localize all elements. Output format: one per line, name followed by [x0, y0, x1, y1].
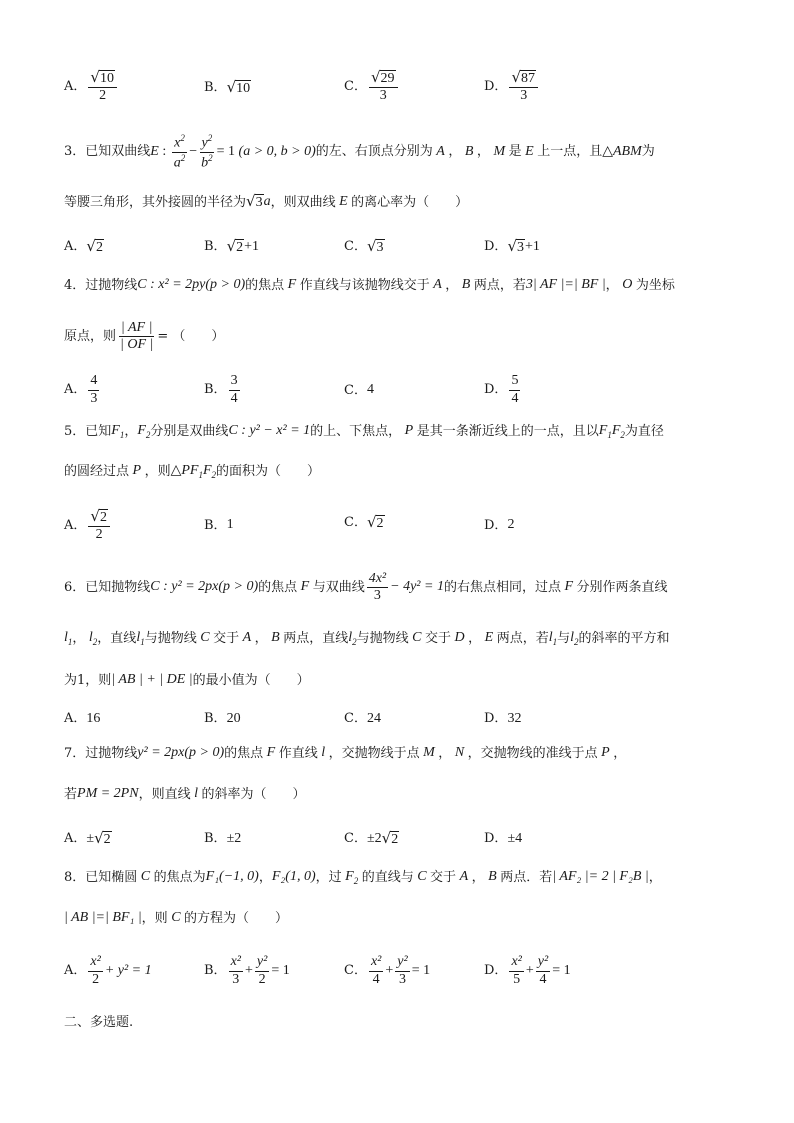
option-d[interactable]: D． ±4: [484, 830, 523, 847]
option-d[interactable]: D． √ 87 3: [484, 70, 540, 104]
question-7-line-1: 7．过抛物线 y² = 2px(p > 0) 的焦点 F 作直线 l ，交抛物线于点 M ， N ，交抛物线的准线于点 P ，: [64, 745, 627, 761]
option-c[interactable]: C． √ 29 3: [344, 70, 400, 104]
question-3-line-2: 等腰三角形，其外接圆的半径为 √ 3 a ，则双曲线 E 的离心率为（ ）: [64, 192, 469, 211]
option-c[interactable]: C． √ 2: [344, 513, 384, 531]
option-a[interactable]: A． √ 2 2: [64, 509, 112, 543]
question-6-options: [64, 709, 724, 729]
option-d[interactable]: D． $\frac{5}{4}$: [484, 373, 519, 406]
question-6-line-3: 为1，则 | AB | + | DE | 的最小值为（ ）: [64, 672, 310, 688]
vector-equation: PM = 2PN: [77, 786, 139, 801]
question-6-line-2: $l_1$ ， $l_2$ ，直线 $l_1$ 与抛物线 C 交于 A ， B 两点，直线 $l_2$ 与抛物线 C 交于 D ， E 两点，若 $l_1$ 与 $l_2$ 的斜率的平方和: [64, 630, 670, 647]
question-5-options: [64, 505, 724, 547]
option-d[interactable]: D． 32: [484, 710, 522, 727]
question-3-options: [64, 236, 724, 258]
question-4-line-1: 4．过抛物线 C : x² = 2py(p > 0) 的焦点 F 作直线与该抛物线交于 A ， B 两点，若 3| AF |=| BF | ， O 为坐标: [64, 277, 675, 293]
option-c[interactable]: C． 24: [344, 710, 381, 727]
question-8-line-2: | AB |=| BF₁ | ，则 C 的方程为（ ）: [64, 910, 289, 926]
option-d[interactable]: D． $\frac{\text{x²}}{5}$ + $\frac{\text{y²}}{4}$ = 1: [484, 954, 571, 987]
option-d[interactable]: D． √ 3 +1: [484, 236, 540, 255]
question-6-line-1: 6．已知抛物线 C : y² = 2px(p > 0) 的焦点 F 与双曲线 $\frac{\text{4x²}}{3}$ − 4y² = 1 的右焦点相同，过点 F 分别作两条直线: [64, 571, 668, 604]
option-b[interactable]: B． $\frac{\text{x²}}{3}$ + $\frac{\text{y²}}{2}$ = 1: [204, 954, 290, 987]
option-c[interactable]: C． 4: [344, 382, 374, 398]
question-7-line-2: 若 PM = 2PN ，则直线 l 的斜率为（ ）: [64, 786, 306, 802]
option-a[interactable]: A． $\frac{\text{x²}}{2}$ + y² = 1: [64, 954, 152, 987]
question-8-line-1: 8．已知椭圆 C 的焦点为 F₁(−1, 0) ， F₂(1, 0) ，过 $F_2$ 的直线与 C 交于 A ， B 两点．若 | AF₂ |= 2 | F₂B | ，: [64, 869, 662, 886]
option-b[interactable]: B． √ 2 +1: [204, 236, 260, 255]
question-3-line-1: 3．已知双曲线 E : $\frac{x^2}{a^2}$ − $\frac{y^2}{b^2}$ = 1 (a > 0, b > 0) 的左、右顶点分别为 A ， B ， M 是 E 上一点，且 △ ABM 为: [64, 133, 655, 171]
question-5-line-2: 的圆经过点 P ，则 △ $PF_1F_2$ 的面积为（ ）: [64, 463, 321, 480]
option-b[interactable]: B． $\frac{3}{4}$: [204, 373, 238, 406]
option-c[interactable]: C． ±2 √ 2: [344, 828, 399, 847]
option-c[interactable]: C． √ 3: [344, 236, 384, 255]
option-b[interactable]: B． 20: [204, 710, 241, 727]
option-d[interactable]: D． 2: [484, 517, 515, 533]
question-4-options: [64, 372, 724, 408]
option-a[interactable]: A． √ 2: [64, 236, 103, 255]
option-a[interactable]: A． ± √ 2: [64, 828, 111, 847]
option-a[interactable]: A． √ 10 2: [64, 70, 119, 104]
option-b[interactable]: B． 1: [204, 517, 234, 533]
option-b[interactable]: B． ±2: [204, 830, 242, 847]
section-heading: 二、多选题.: [64, 1015, 134, 1030]
fraction: √ 10 2: [88, 70, 117, 104]
question-5-line-1: 5．已知 $F_1$ ， $F_2$ 分别是双曲线 C : y² − x² = 1 的上、下焦点， P 是其一条渐近线上的一点，且以 $F_1F_2$ 为直径: [64, 423, 664, 440]
option-c[interactable]: C． $\frac{\text{x²}}{4}$ + $\frac{\text{y²}}{3}$ = 1: [344, 954, 431, 987]
option-a[interactable]: A． 16: [64, 710, 101, 727]
question-7-options: [64, 828, 724, 850]
option-a[interactable]: A． $\frac{4}{3}$: [64, 373, 98, 406]
question-4-line-2: 原点，则 $\frac{| AF |}{| OF |}$ = （ ）: [64, 320, 225, 353]
option-b[interactable]: B． √ 10: [204, 78, 251, 96]
question-8-options: [64, 953, 724, 989]
